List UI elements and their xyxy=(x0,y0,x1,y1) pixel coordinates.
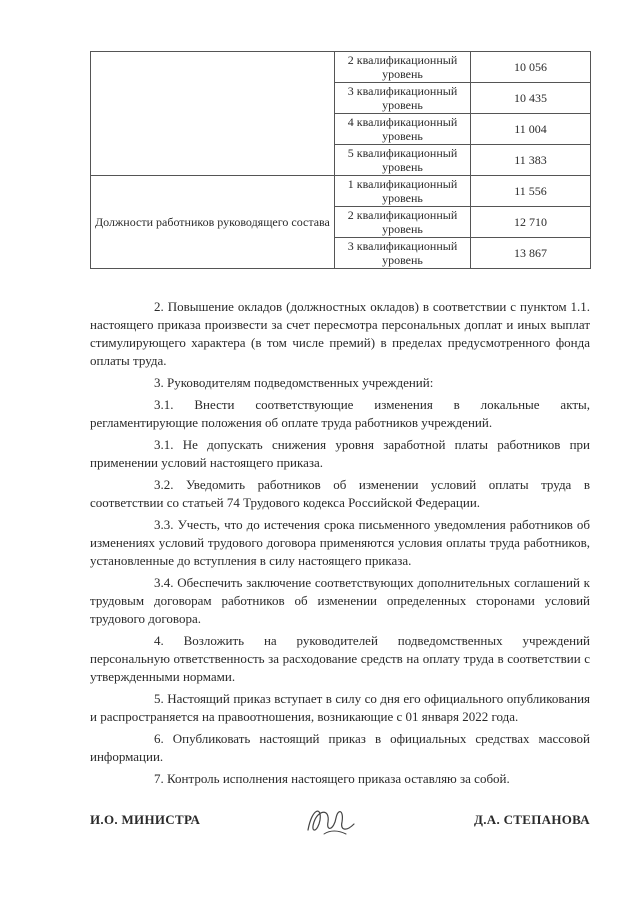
salary-value-cell: 13 867 xyxy=(471,238,591,269)
paragraph-number: 3.4. xyxy=(154,575,174,590)
table-row xyxy=(91,176,591,207)
paragraph-text: Обеспечить заключение соответствующих дополнительных соглашений к трудовым договорам работников об изменении определенных сторонами условий трудового договора. xyxy=(90,575,590,626)
signatory-title: И.О. МИНИСТРА xyxy=(90,812,201,827)
paragraph xyxy=(90,516,590,570)
level-cell: 1 квалификационный уровень xyxy=(335,176,471,207)
paragraph-number: 7. xyxy=(154,771,164,786)
paragraph xyxy=(90,374,590,392)
paragraph xyxy=(90,770,590,788)
level-cell: 2 квалификационный уровень xyxy=(335,52,471,83)
paragraph-text: Контроль исполнения настоящего приказа оставляю за собой. xyxy=(167,771,510,786)
level-cell: 5 квалификационный уровень xyxy=(335,145,471,176)
paragraph-number: 3.1. xyxy=(154,437,174,452)
paragraph-number: 3. xyxy=(154,375,164,390)
salary-value-cell: 11 004 xyxy=(471,114,591,145)
paragraph-text: Возложить на руководителей подведомственных учреждений персональную ответственность за расходование средств на оплату труда в соответствии с утвержденными нормами. xyxy=(90,633,591,684)
signatory-name: Д.А. СТЕПАНОВА xyxy=(474,812,590,827)
paragraph-number: 6. xyxy=(154,731,164,746)
paragraph-number: 4. xyxy=(154,633,164,648)
paragraph xyxy=(90,396,590,432)
category-cell: Должности работников руководящего состава xyxy=(91,176,335,269)
paragraph-number: 3.1. xyxy=(154,397,174,412)
handwritten-signature xyxy=(300,800,360,840)
salary-value-cell: 10 435 xyxy=(471,83,591,114)
order-body xyxy=(90,298,590,792)
paragraph-text: Внести соответствующие изменения в локальные акты, регламентирующие положения об оплате труда работников учреждений. xyxy=(90,397,590,430)
paragraph-number: 3.3. xyxy=(154,517,174,532)
salary-table xyxy=(90,51,591,269)
paragraph-text: Не допускать снижения уровня заработной платы работников при применении условий настоящего приказа. xyxy=(90,437,591,470)
paragraph-text: Уведомить работников об изменении условий оплаты труда в соответствии со статьей 74 Трудового кодекса Российской Федерации. xyxy=(90,477,590,510)
paragraph-number: 3.2. xyxy=(154,477,174,492)
paragraph-text: Руководителям подведомственных учреждений: xyxy=(167,375,434,390)
category-cell xyxy=(91,52,335,176)
paragraph xyxy=(90,436,590,472)
paragraph xyxy=(90,298,590,370)
paragraph-text: Учесть, что до истечения срока письменного уведомления работников об изменениях условий трудового договора применяются условия оплаты труда работников, установленные до вступления в силу настоящего приказа. xyxy=(90,517,591,568)
salary-value-cell: 12 710 xyxy=(471,207,591,238)
paragraph xyxy=(90,730,590,766)
level-cell: 3 квалификационный уровень xyxy=(335,238,471,269)
paragraph-number: 2. xyxy=(154,299,164,314)
salary-value-cell: 11 556 xyxy=(471,176,591,207)
table-row xyxy=(91,52,591,83)
paragraph xyxy=(90,632,590,686)
level-cell: 3 квалификационный уровень xyxy=(335,83,471,114)
level-cell: 2 квалификационный уровень xyxy=(335,207,471,238)
paragraph xyxy=(90,476,590,512)
salary-value-cell: 10 056 xyxy=(471,52,591,83)
paragraph-text: Опубликовать настоящий приказ в официальных средствах массовой информации. xyxy=(90,731,591,764)
paragraph-text: Настоящий приказ вступает в силу со дня его официального опубликования и распространяется на правоотношения, возникающие с 01 января 2022 года. xyxy=(90,691,591,724)
paragraph xyxy=(90,574,590,628)
level-cell: 4 квалификационный уровень xyxy=(335,114,471,145)
paragraph-number: 5. xyxy=(154,691,164,706)
paragraph xyxy=(90,690,590,726)
paragraph-text: Повышение окладов (должностных окладов) в соответствии с пунктом 1.1. настоящего приказа произвести за счет пересмотра персональных доплат и иных выплат стимулирующего характера (в том числе премий) в пределах предусмотренного фонда оплаты труда. xyxy=(90,299,591,368)
salary-value-cell: 11 383 xyxy=(471,145,591,176)
